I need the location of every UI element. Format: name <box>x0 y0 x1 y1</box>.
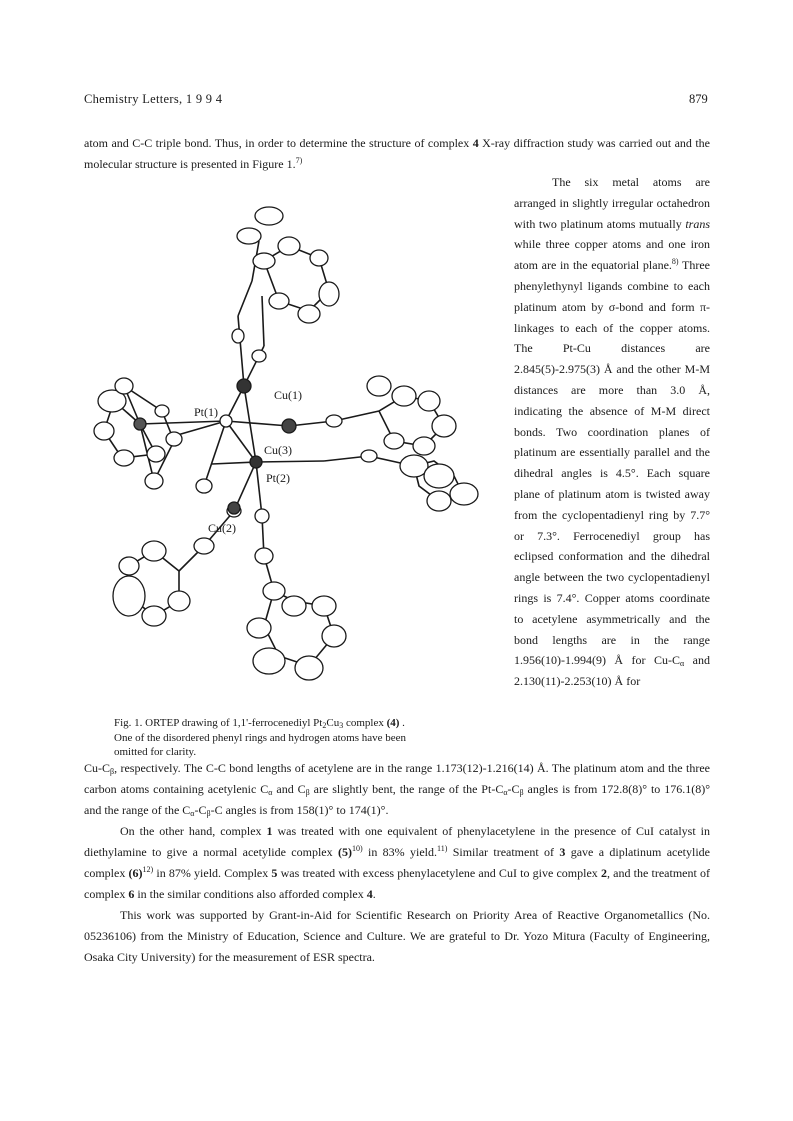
page-number: 879 <box>689 92 708 106</box>
label-cu3: Cu(3) <box>264 443 292 457</box>
continuation-text <box>84 758 710 968</box>
paragraph-synthesis: On the other hand, complex 1 was treated with one equivalent of phenylacetylene in the presence of CuI catalyst in diethylamine to give a normal acetylide complex $(5)^{10)}$ in 83% yield.$^{11)}$ Similar treatment of 3 gave a diplatinum acetylide complex $(6)^{12)}$ in 87% yield. Complex 5 was treated with excess phenylacetylene and CuI to give complex 2, and the treatment of complex 6 in the similar conditions also afforded complex 4. <box>84 824 711 901</box>
label-pt2: Pt(2) <box>266 471 290 485</box>
label-cu1: Cu(1) <box>274 388 302 402</box>
right-column-text: The six metal atoms are arranged in slightly irregular octahedron with two platinum atoms mutually trans while three copper atoms and one iron atom are in the equatorial plane.$^{8)}$ Three phenylethynyl ligands combine to each platinum atom by σ-bond and form π-linkages to each of the copper atoms. The Pt-Cu distances are 2.845(5)-2.975(3) Å and the other M-M distances are more than 3.0 Å, indicating the absence of M-M direct bonds. Two coordination planes of platinum are essentially parallel and the dihedral angles is 4.5°. Each square plane of platinum atom is twisted away from the cyclopentadienyl ring by 7.7° or 7.3°. Ferrocenediyl group has eclipsed conformation and the dihedral angle between the two cyclopentadienyl rings is 7.4°. Copper atoms coordinate to acetylene asymmetrically and the bond lengths are in the range 1.956(10)-1.994(9) Å for $Cu-C_\alpha$ and 2.130(11)-2.253(10) Å for <box>514 175 710 689</box>
journal-header: Chemistry Letters, 1 9 9 4 <box>84 92 223 106</box>
label-cu2: Cu(2) <box>208 521 236 535</box>
figure-caption: Fig. 1. ORTEP drawing of 1,1'-ferrocenediyl $Pt_2Cu_3$ complex (4) . One of the disordered phenyl rings and hydrogen atoms have been omitted for clarity. <box>114 717 407 758</box>
ortep-figure <box>84 196 494 696</box>
label-pt1: Pt(1) <box>194 405 218 419</box>
paragraph-acknowledgement: This work was supported by Grant-in-Aid for Scientific Research on Priority Area of Reactive Organometallics (No. 05236106) from the Ministry of Education, Science and Culture. We are grateful to Dr. Yozo Mitura (Faculty of Engineering, Osaka City University) for the measurement of ESR spectra. <box>84 908 710 964</box>
intro-paragraph: atom and C-C triple bond. Thus, in order to determine the structure of complex 4 X-ray diffraction study was carried out and the molecular structure is presented in Figure 1.$^{7)}$ <box>84 136 711 171</box>
paragraph-bond-lengths: $Cu-C_\beta$, respectively. The C-C bond lengths of acetylene are in the range 1.173(12)-1.216(14) Å. The platinum atom and the three carbon atoms containing acetylenic $C_\alpha$ and $C_\beta$ are slightly bent, the range of the $Pt-C_\alpha-C_\beta$ angles is from 172.8(8)° to 176.1(8)° and the range of the $C_\alpha-C_\beta-C$ angles is from 158(1)° to 174(1)°. <box>84 761 710 818</box>
